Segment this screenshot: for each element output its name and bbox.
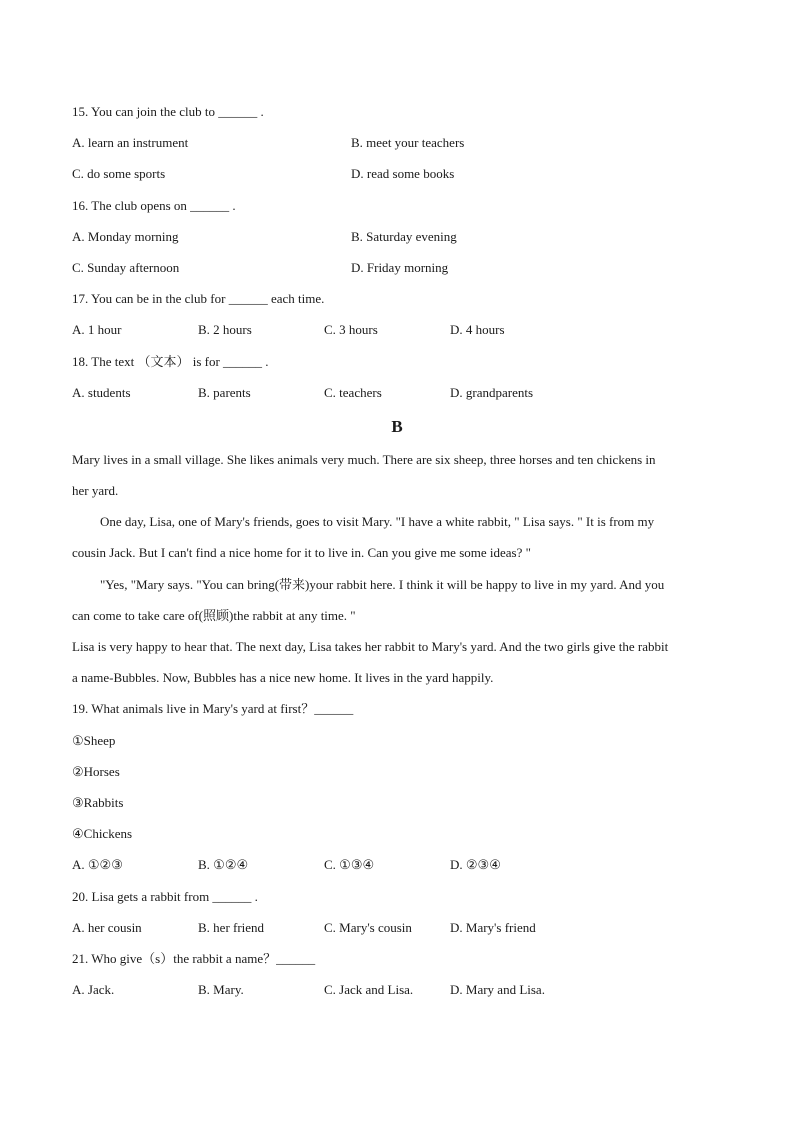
question-16-options-row2 — [72, 258, 722, 289]
question-16-options-row1 — [72, 227, 722, 258]
option-b: B. Mary. — [198, 982, 244, 998]
passage-p4-line1: Lisa is very happy to hear that. The next day, Lisa takes her rabbit to Mary's yard. And the two girls give the rabbit — [72, 639, 669, 654]
question-19-item-4: ④Chickens — [72, 826, 133, 842]
question-20-options — [72, 918, 722, 949]
question-21-options — [72, 980, 722, 1011]
question-16-stem: 16. The club opens on ______ . — [72, 197, 236, 213]
option-a: A. students — [72, 384, 131, 400]
document-page — [72, 102, 722, 1011]
option-c: C. ①③④ — [324, 857, 375, 873]
option-a: A. 1 hour — [72, 322, 122, 338]
option-b: B. meet your teachers — [351, 135, 465, 151]
question-15-stem: 15. You can join the club to ______ . — [72, 104, 264, 119]
question-19-options — [72, 855, 722, 886]
question-15-options-row1 — [72, 133, 722, 164]
passage-p3-line2: can come to take care of(照顾)the rabbit at any time. " — [72, 607, 356, 623]
option-a: A. learn an instrument — [72, 135, 189, 151]
question-17-options — [72, 320, 722, 351]
option-b: B. 2 hours — [198, 322, 252, 338]
option-d: D. ②③④ — [450, 857, 501, 873]
option-a: A. Jack. — [72, 982, 115, 998]
option-b: B. her friend — [198, 919, 265, 935]
option-d: D. grandparents — [450, 384, 534, 400]
question-21-stem: 21. Who give（s）the rabbit a name？______ — [72, 950, 316, 966]
option-c: C. teachers — [324, 384, 382, 400]
question-19-item-2: ②Horses — [72, 763, 120, 779]
option-a: A. Monday morning — [72, 228, 179, 244]
question-17-stem: 17. You can be in the club for ______ each time. — [72, 291, 325, 307]
option-a: A. her cousin — [72, 919, 142, 935]
option-b: B. parents — [198, 384, 251, 400]
option-c: C. Mary's cousin — [324, 919, 412, 935]
option-d: D. Friday morning — [351, 259, 449, 275]
passage-p2-line2: cousin Jack. But I can't find a nice home for it to live in. Can you give me some ideas? " — [72, 545, 531, 561]
option-c: C. Jack and Lisa. — [324, 982, 414, 998]
option-d: D. read some books — [351, 166, 455, 182]
option-c: C. 3 hours — [324, 322, 378, 338]
option-c: C. Sunday afternoon — [72, 259, 180, 275]
passage-p3-line1: "Yes, "Mary says. "You can bring(带来)your rabbit here. I think it will be happy to live in my yard. And you — [100, 576, 665, 592]
option-d: D. Mary's friend — [450, 919, 536, 935]
section-b-title: B — [391, 416, 403, 436]
passage-p2-line1: One day, Lisa, one of Mary's friends, goes to visit Mary. "I have a white rabbit, " Lisa says. " It is from my — [100, 514, 655, 530]
question-15-options-row2 — [72, 164, 722, 195]
option-b: B. Saturday evening — [351, 228, 457, 244]
question-18-options — [72, 383, 722, 414]
option-a: A. ①②③ — [72, 857, 123, 873]
option-d: D. Mary and Lisa. — [450, 982, 545, 998]
question-19-stem: 19. What animals live in Mary's yard at first？______ — [72, 701, 354, 717]
passage-p1-line2: her yard. — [72, 483, 119, 499]
question-18-stem: 18. The text （文本） is for ______ . — [72, 353, 269, 369]
option-d: D. 4 hours — [450, 322, 505, 338]
question-19-item-3: ③Rabbits — [72, 794, 124, 810]
option-b: B. ①②④ — [198, 857, 249, 873]
passage-p1-line1: Mary lives in a small village. She likes animals very much. There are six sheep, three horses and ten chickens in — [72, 451, 656, 467]
passage-p4-line2: a name-Bubbles. Now, Bubbles has a nice new home. It lives in the yard happily. — [72, 670, 494, 686]
question-20-stem: 20. Lisa gets a rabbit from ______ . — [72, 888, 258, 904]
question-19-item-1: ①Sheep — [72, 732, 116, 748]
option-c: C. do some sports — [72, 166, 166, 182]
